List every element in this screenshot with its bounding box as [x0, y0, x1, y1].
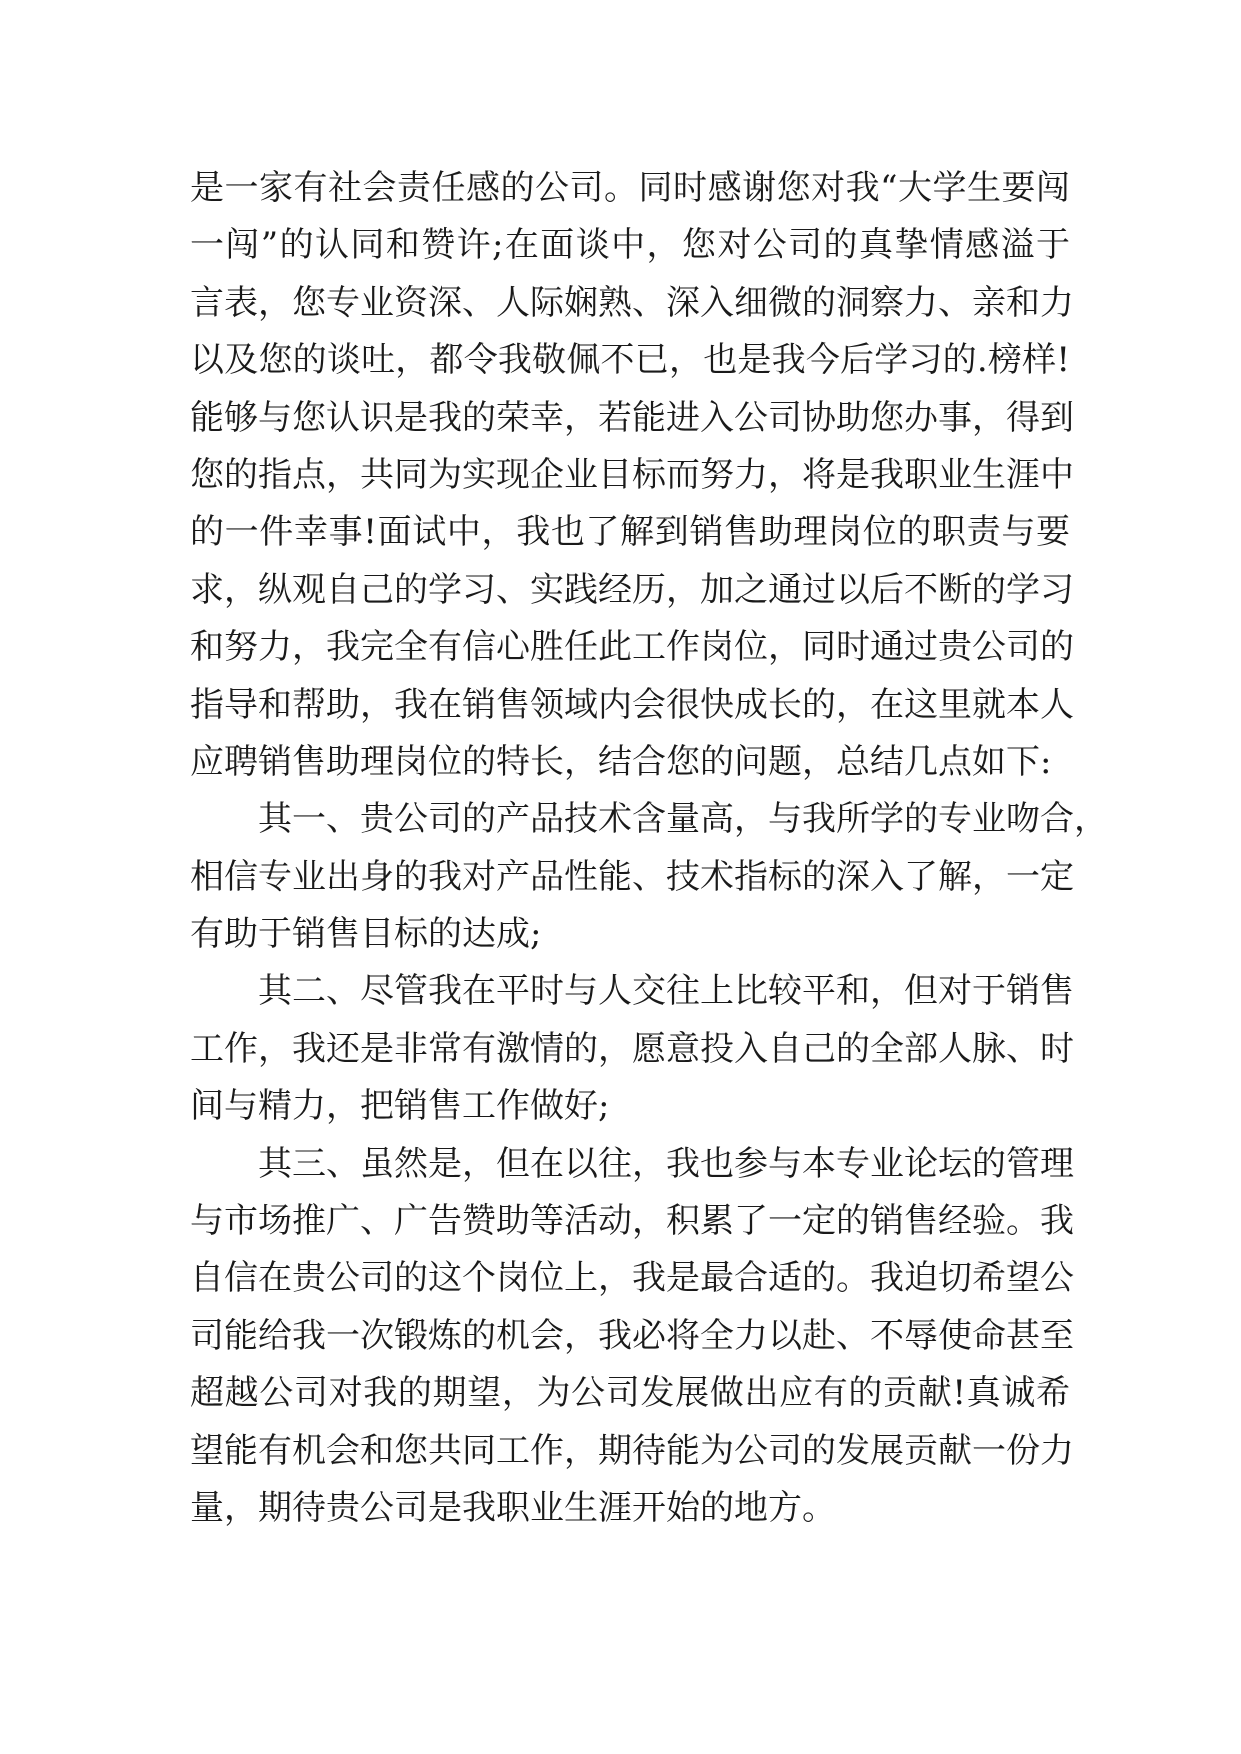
text-line: 应聘销售助理岗位的特长，结合您的问题，总结几点如下:: [190, 741, 1052, 782]
text-line: 一闯”的认同和赞许;在面谈中，您对公司的真挚情感溢于: [190, 225, 1070, 266]
text-line: 其一、贵公司的产品技术含量高，与我所学的专业吻合，: [258, 799, 1108, 840]
text-line: 有助于销售目标的达成;: [190, 914, 542, 955]
text-line: 与市场推广、广告赞助等活动，积累了一定的销售经验。我: [190, 1201, 1074, 1242]
text-line: 的一件幸事!面试中，我也了解到销售助理岗位的职责与要: [190, 512, 1070, 553]
text-line: 工作，我还是非常有激情的，愿意投入自己的全部人脉、时: [190, 1028, 1074, 1069]
text-line: 能够与您认识是我的荣幸，若能进入公司协助您办事，得到: [190, 397, 1074, 438]
text-line: 间与精力，把销售工作做好;: [190, 1086, 610, 1127]
text-line: 您的指点，共同为实现企业目标而努力，将是我职业生涯中: [190, 454, 1074, 495]
text-line: 是一家有社会责任感的公司。同时感谢您对我“大学生要闯: [190, 168, 1070, 208]
text-line: 以及您的谈吐，都令我敬佩不已，也是我今后学习的.榜样!: [190, 340, 1071, 381]
text-line: 其三、虽然是，但在以往，我也参与本专业论坛的管理: [258, 1143, 1074, 1184]
text-line: 相信专业出身的我对产品性能、技术指标的深入了解，一定: [190, 856, 1074, 897]
text-line: 求，纵观自己的学习、实践经历，加之通过以后不断的学习: [190, 569, 1074, 610]
text-line: 和努力，我完全有信心胜任此工作岗位，同时通过贵公司的: [190, 627, 1074, 668]
text-line: 自信在贵公司的这个岗位上，我是最合适的。我迫切希望公: [190, 1258, 1074, 1299]
text-line: 言表，您专业资深、人际娴熟、深入细微的洞察力、亲和力: [190, 282, 1074, 323]
text-line: 其二、尽管我在平时与人交往上比较平和，但对于销售: [258, 971, 1074, 1012]
text-line: 量，期待贵公司是我职业生涯开始的地方。: [190, 1487, 836, 1528]
text-line: 望能有机会和您共同工作，期待能为公司的发展贡献一份力: [190, 1430, 1074, 1471]
text-line: 司能给我一次锻炼的机会，我必将全力以赴、不辱使命甚至: [190, 1315, 1074, 1356]
text-line: 超越公司对我的期望，为公司发展做出应有的贡献!真诚希: [190, 1373, 1070, 1414]
letter-body: [190, 160, 1108, 1537]
text-line: 指导和帮助，我在销售领域内会很快成长的，在这里就本人: [190, 684, 1074, 725]
